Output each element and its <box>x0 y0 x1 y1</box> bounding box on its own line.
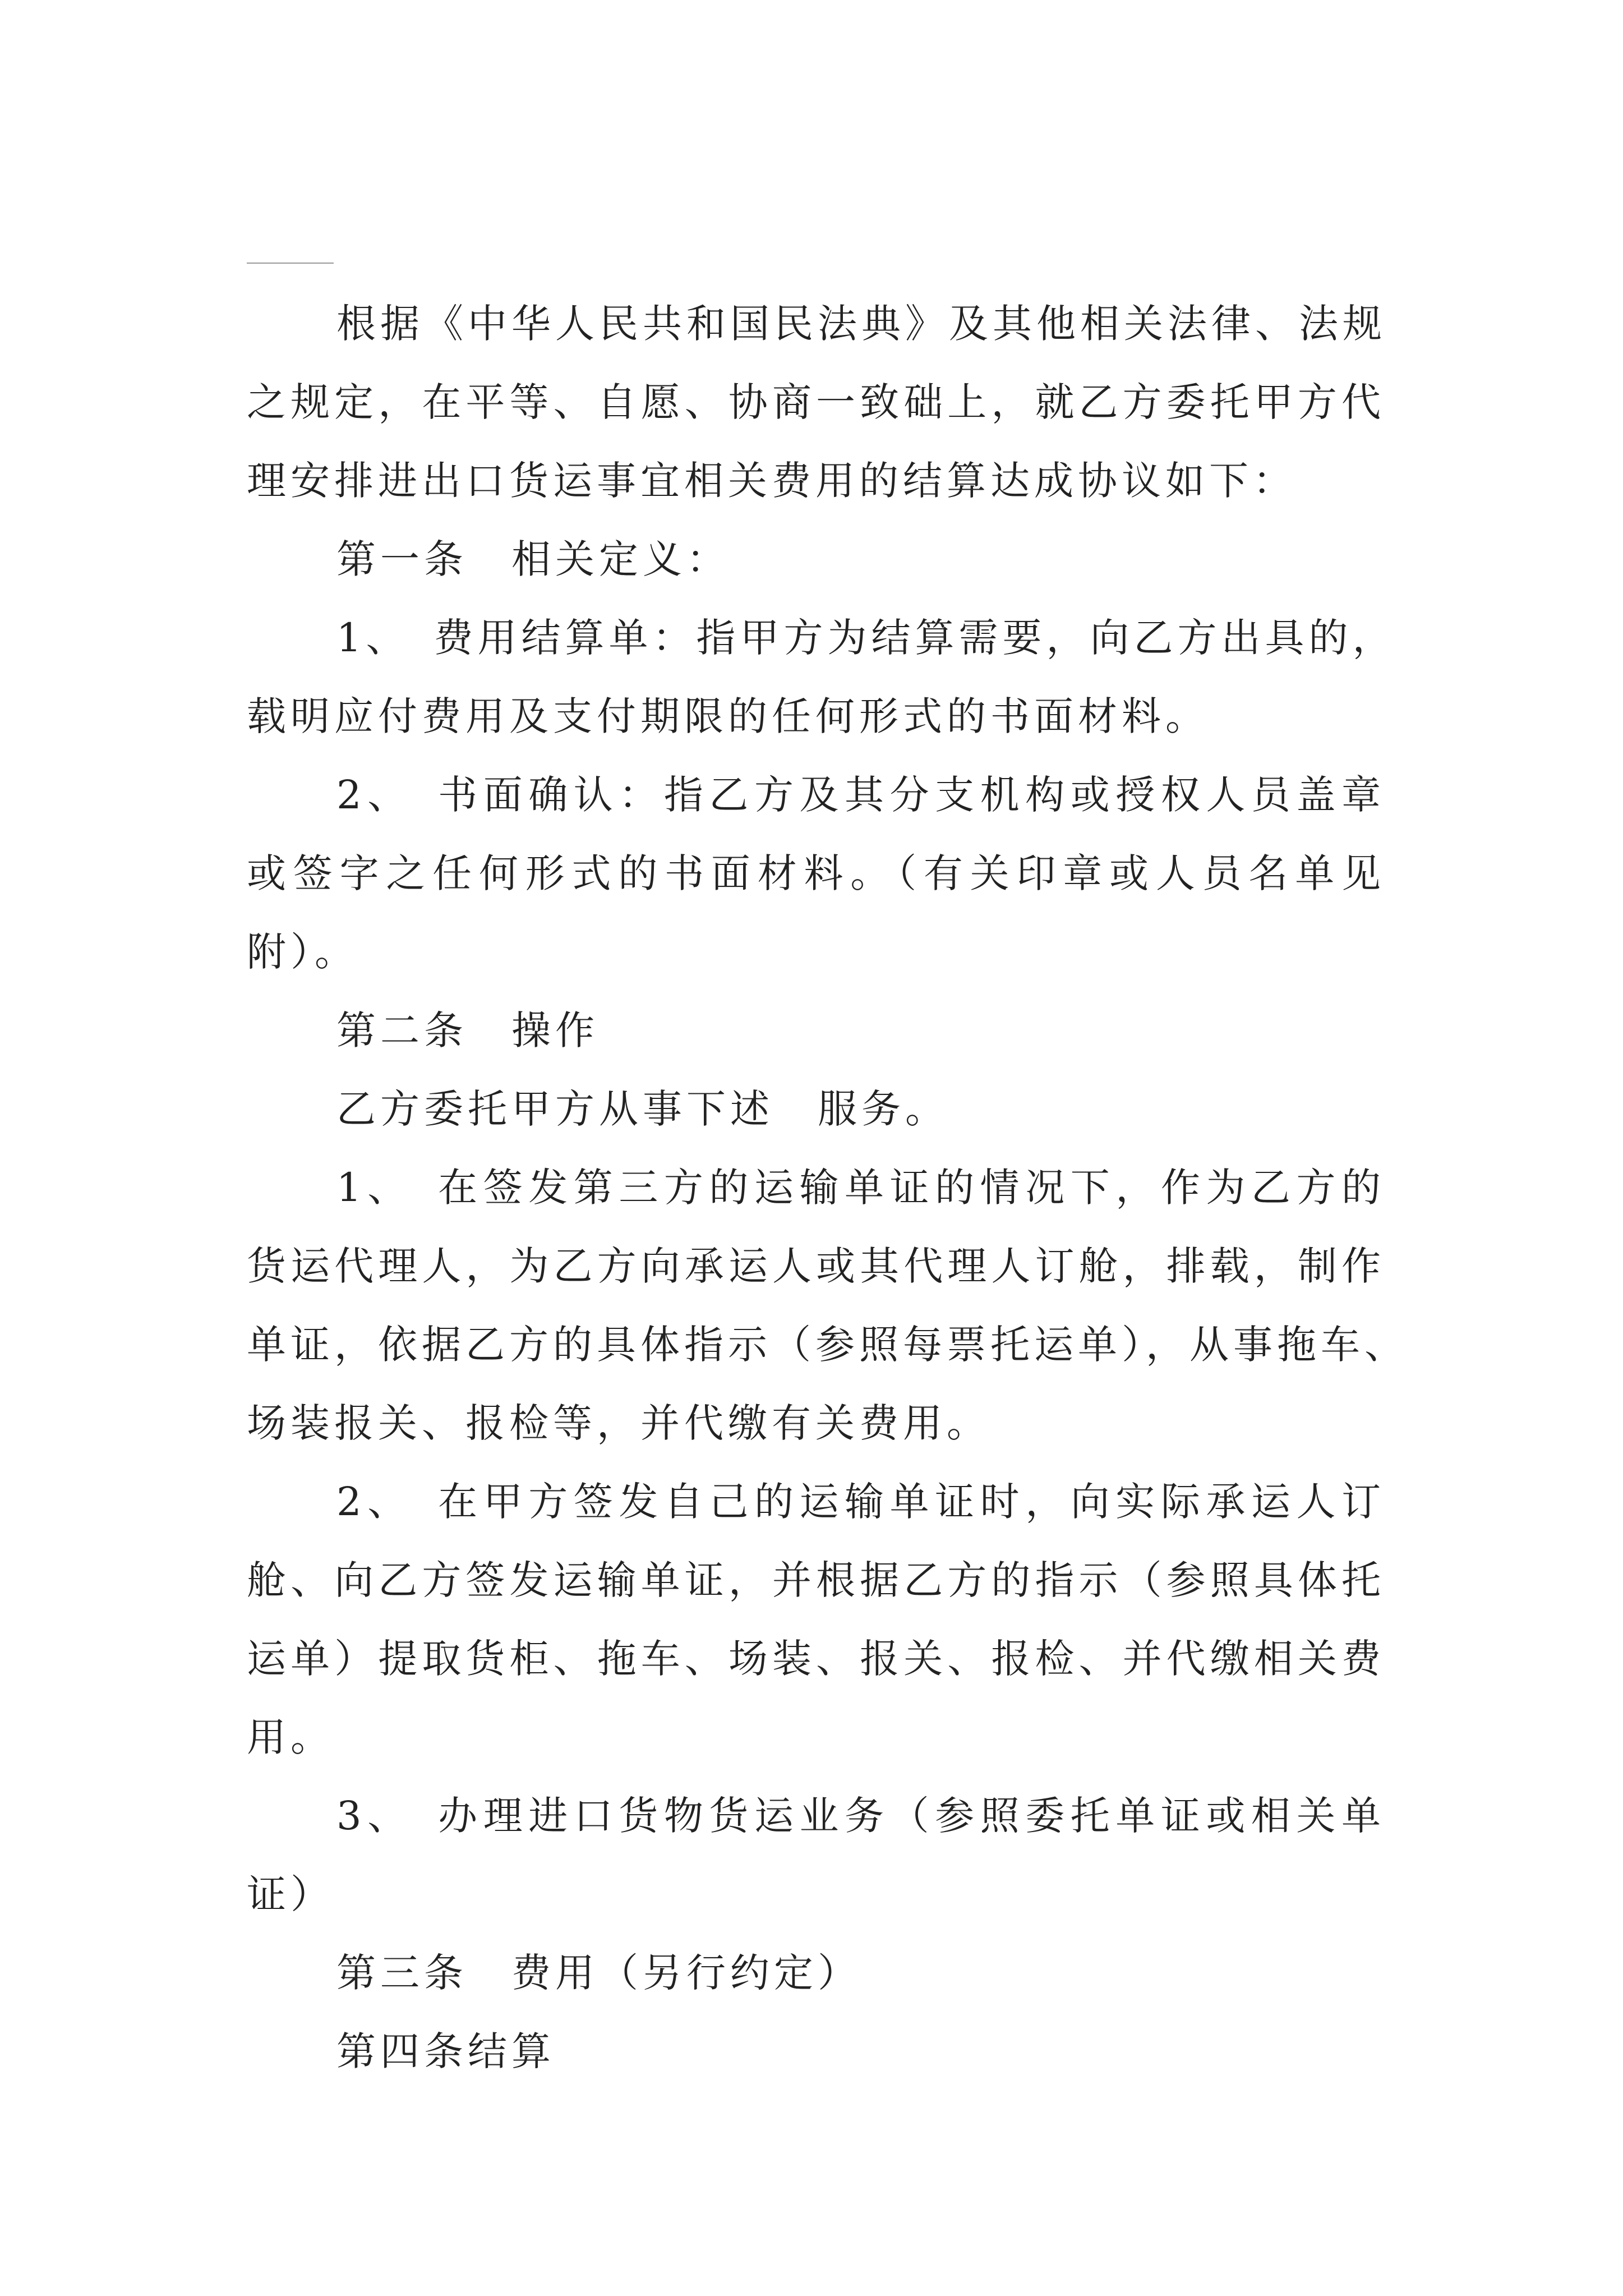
paragraph-line: 理安排进出口货运事宜相关费用的结算达成协议如下： <box>247 458 1297 504</box>
paragraph-line: 场装报关、报检等，并代缴有关费用。 <box>247 1400 990 1446</box>
paragraph-line: 2、 在甲方签发自己的运输单证时，向实际承运人订 <box>336 1479 1385 1525</box>
paragraph-line: 附）。 <box>247 929 358 975</box>
paragraph-line: 证） <box>247 1871 334 1917</box>
paragraph-line: 之规定，在平等、自愿、协商一致础上，就乙方委托甲方代 <box>247 379 1385 425</box>
paragraph-line: 2、 书面确认：指乙方及其分支机构或授权人员盖章 <box>336 772 1385 818</box>
paragraph-line: 货运代理人，为乙方向承运人或其代理人订舱，排载，制作 <box>247 1243 1385 1289</box>
paragraph-line: 运单）提取货柜、拖车、场装、报关、报检、并代缴相关费 <box>247 1636 1385 1682</box>
paragraph-line: 乙方委托甲方从事下述 服务。 <box>336 1086 949 1132</box>
section-heading: 第四条结算 <box>336 2028 555 2074</box>
paragraph-line: 用。 <box>247 1714 334 1760</box>
header-rule <box>247 263 334 264</box>
paragraph-line: 单证，依据乙方的具体指示（参照每票托运单），从事拖车、 <box>247 1322 1408 1368</box>
section-heading: 第三条 费用（另行约定） <box>336 1950 861 1996</box>
paragraph-line: 1、 在签发第三方的运输单证的情况下，作为乙方的 <box>336 1165 1385 1211</box>
paragraph-line: 载明应付费用及支付期限的任何形式的书面材料。 <box>247 693 1209 739</box>
paragraph-line: 3、 办理进口货物货运业务（参照委托单证或相关单 <box>336 1793 1385 1839</box>
paragraph-line: 舱、向乙方签发运输单证，并根据乙方的指示（参照具体托 <box>247 1557 1385 1603</box>
section-heading: 第二条 操作 <box>336 1007 599 1053</box>
section-heading: 第一条 相关定义： <box>336 536 730 582</box>
paragraph-line: 根据《中华人民共和国民法典》及其他相关法律、法规 <box>336 301 1386 347</box>
paragraph-line: 1、 费用结算单：指甲方为结算需要，向乙方出具的， <box>336 615 1396 661</box>
paragraph-line: 或签字之任何形式的书面材料。（有关印章或人员名单见 <box>247 850 1385 896</box>
